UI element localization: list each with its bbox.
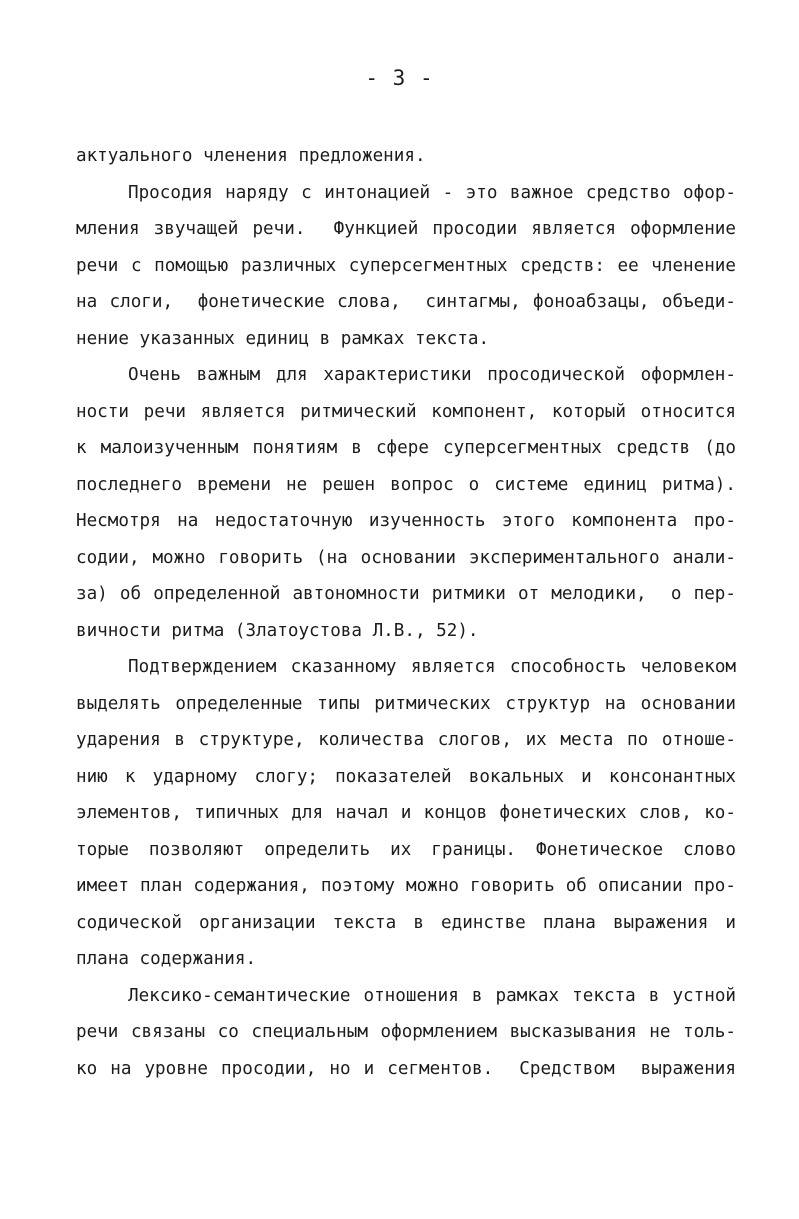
text-line: за) об определенной автономности ритмики от мелодики, о пер- [76,584,736,604]
text-line: мления звучащей речи. Функцией просодии является оформление [76,219,736,239]
page-number: - 3 - [365,66,434,90]
text-line: ности речи является ритмический компонент, который относится [76,401,736,422]
text-line: элементов, типичных для начал и концов фонетических слов, ко- [76,803,736,823]
text-line: к малоизученным понятиям в сфере суперсегментных средств (до [76,438,736,458]
text-line: последнего времени не решен вопрос о системе единиц ритма). [76,474,736,495]
text-line: речи с помощью различных суперсегментных средств: ее членение [76,255,736,276]
text-line: нение указанных единиц в рамках текста. [76,328,490,349]
text-line: ко на уровне просодии, но и сегментов. Средством выражения [76,1058,736,1079]
text-line: содической организации текста в единстве плана выражения и [76,912,736,933]
text-line: Подтверждением сказанному является способность человеком [128,657,736,677]
text-line: плана содержания. [76,949,257,969]
text-line: Просодия наряду с интонацией - это важное средство офор- [128,182,736,203]
document-body [76,138,736,1087]
text-line: актуального членения предложения. [76,146,426,166]
text-line: содии, можно говорить (на основании экспериментального анали- [76,547,736,568]
text-line: на слоги, фонетические слова, синтагмы, фоноабзацы, объеди- [76,292,736,312]
text-line: имеет план содержания, поэтому можно говорить об описании про- [76,876,736,896]
text-line: ударения в структуре, количества слогов, их места по отноше- [76,730,736,750]
text-line: нию к ударному слогу; показателей вокальных и консонантных [76,766,736,787]
text-line: Несмотря на недостаточную изученность этого компонента про- [76,511,736,531]
text-line: выделять определенные типы ритмических структур на основании [76,693,736,714]
text-line: речи связаны со специальным оформлением высказывания не толь- [76,1022,736,1042]
text-line: Очень важным для характеристики просодической оформлен- [128,365,736,385]
text-line: торые позволяют определить их границы. Фонетическое слово [76,839,736,860]
text-line: вичности ритма (Златоустова Л.В., 52). [76,620,479,641]
text-line: Лексико-семантические отношения в рамках текста в устной [128,985,736,1006]
